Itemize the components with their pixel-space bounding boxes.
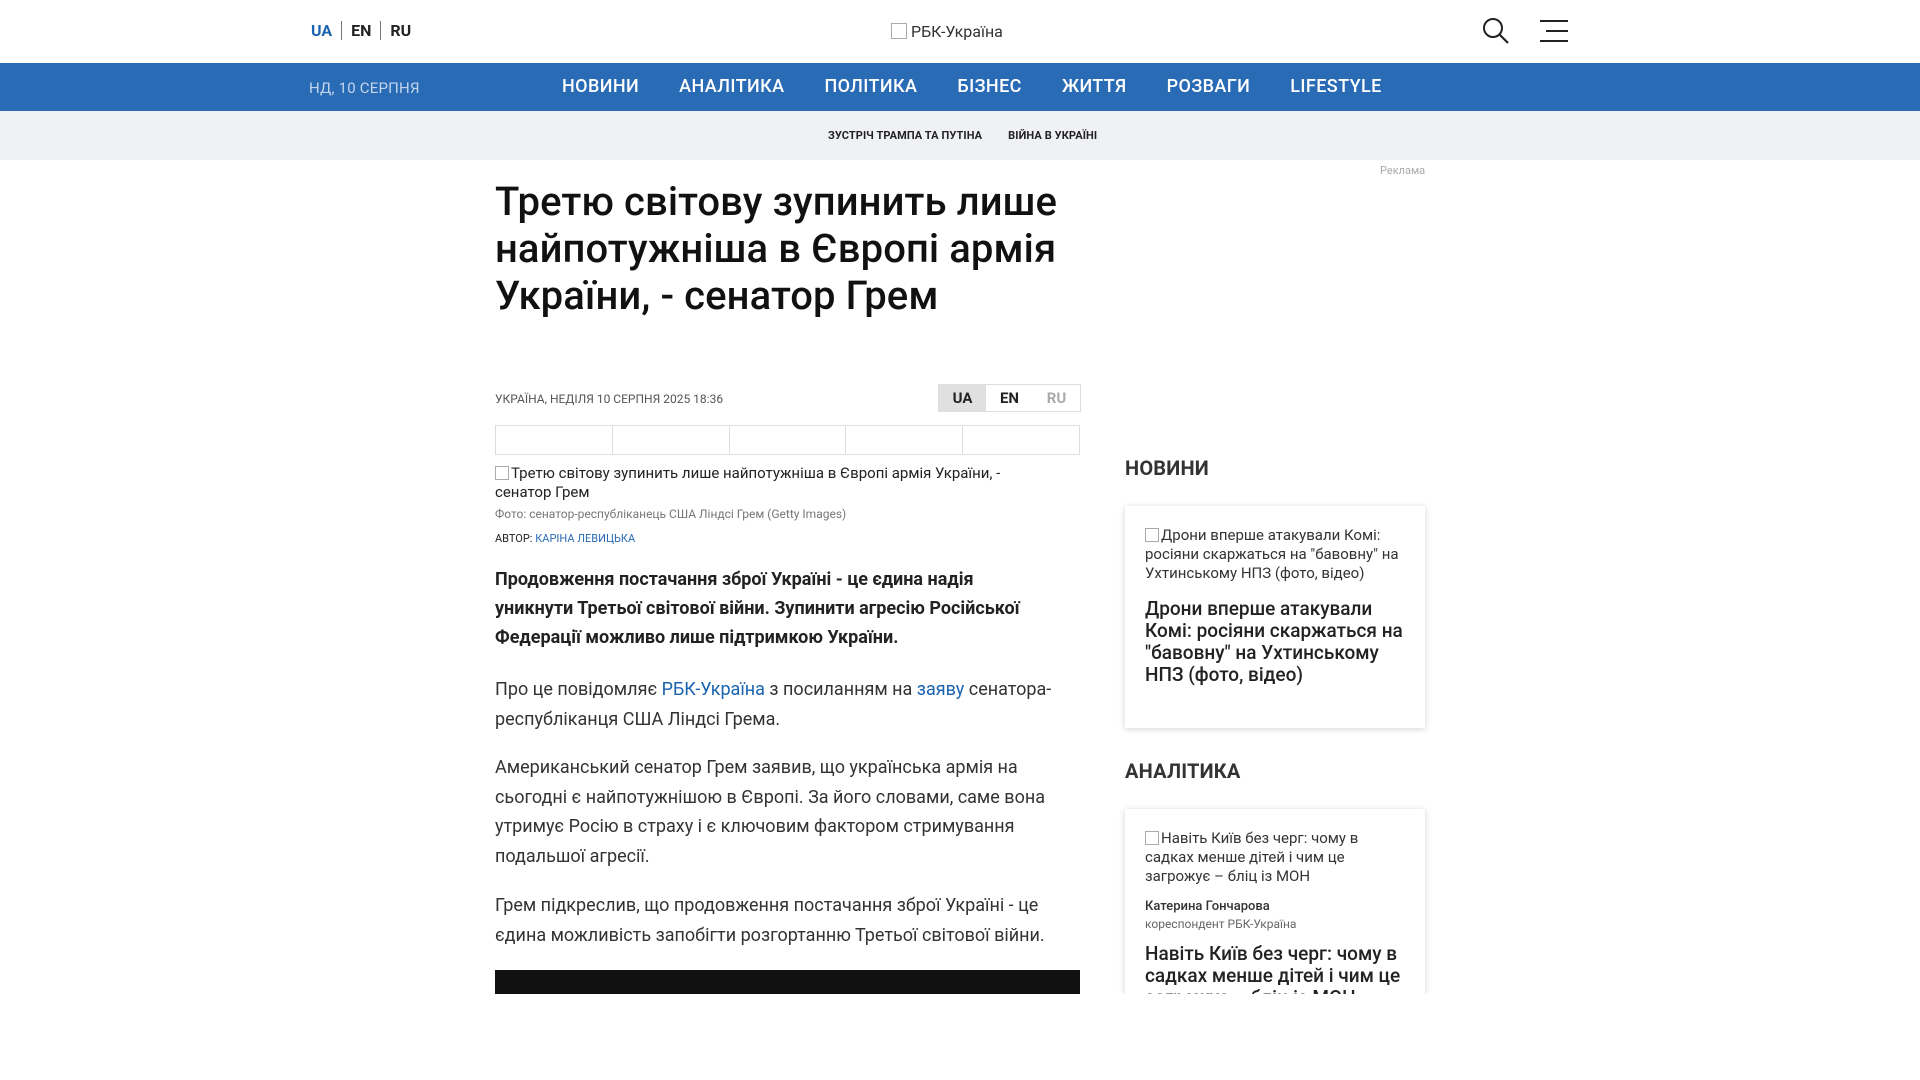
- share-button[interactable]: [846, 426, 963, 454]
- article-paragraph: [495, 675, 1085, 734]
- nav-item-lifestyle[interactable]: LIFESTYLE: [1290, 76, 1382, 97]
- news-card[interactable]: [1125, 506, 1425, 728]
- nav-item-entertainment[interactable]: РОЗВАГИ: [1166, 76, 1251, 97]
- topic-link-trump-putin[interactable]: ЗУСТРІЧ ТРАМПА ТА ПУТІНА: [828, 129, 983, 142]
- topic-links: [828, 129, 1097, 142]
- article-paragraph: Грем підкреслив, що продовження постачання зброї Україні - це єдина можливість запобігти розгортанню Третьої світової війни.: [495, 895, 1045, 946]
- share-button[interactable]: [496, 426, 613, 454]
- article-lead: Продовження постачання зброї Україні - це єдина надія уникнути Третьої світової війни. Зупинити агресію Російської Федерації можливо лише підтримкою України.: [495, 569, 1020, 648]
- analytics-card-image: [1145, 829, 1410, 886]
- article-lang-ua[interactable]: UA: [939, 385, 986, 411]
- article-language-switch: [938, 384, 1081, 412]
- language-selector: [311, 21, 411, 40]
- sidebar-analytics-title[interactable]: АНАЛІТИКА: [1125, 759, 1241, 783]
- nav-item-politics[interactable]: ПОЛІТИКА: [824, 76, 918, 97]
- article-lang-ru[interactable]: RU: [1046, 389, 1067, 407]
- top-bar: [0, 0, 1920, 63]
- analytics-card-headline[interactable]: Навіть Київ без черг: чому в садках менше дітей і чим це: [1145, 942, 1401, 987]
- current-date: НД, 10 СЕРПНЯ: [309, 79, 420, 97]
- author-link[interactable]: КАРІНА ЛЕВИЦЬКА: [535, 532, 636, 545]
- video-embed[interactable]: [495, 970, 1080, 994]
- nav-item-business[interactable]: БІЗНЕС: [957, 76, 1022, 97]
- analytics-card-author[interactable]: Катерина Гончарова: [1145, 899, 1270, 914]
- article-title: Третю світову зупинить лише найпотужніша в Європі армія України, - сенатор Грем: [495, 178, 1058, 319]
- sidebar-news-title[interactable]: НОВИНИ: [1125, 456, 1209, 480]
- text-run: сенатора-республіканця США Ліндсі Грема.: [495, 679, 1052, 730]
- text-run: з посиланням на: [764, 679, 917, 700]
- author-label: АВТОР:: [495, 532, 536, 545]
- topics-strip: [0, 111, 1920, 160]
- analytics-card-image-alt: Навіть Київ без черг: чому в садках менше дітей і чим це загрожує – бліц із МОН: [1145, 829, 1359, 885]
- nav-item-life[interactable]: ЖИТТЯ: [1061, 76, 1127, 97]
- share-button[interactable]: [963, 426, 1079, 454]
- image-caption: Фото: сенатор-республіканець США Ліндсі Грем (Getty Images): [495, 507, 847, 521]
- site-logo[interactable]: [891, 22, 1003, 41]
- viewport-bottom: [0, 994, 1920, 1080]
- lang-ua-link[interactable]: UA: [311, 21, 333, 40]
- share-button[interactable]: [613, 426, 730, 454]
- broken-image-icon: [495, 466, 509, 480]
- divider: [341, 21, 342, 40]
- article-meta: УКРАЇНА, НЕДІЛЯ 10 СЕРПНЯ 2025 18:36: [495, 392, 724, 406]
- article-image-alt: Третю світову зупинить лише найпотужніша в Європі армія України, - сенатор Грем: [495, 464, 1001, 501]
- share-button[interactable]: [730, 426, 847, 454]
- news-card-image: [1145, 526, 1410, 583]
- analytics-card-author-role: кореспондент РБК-Україна: [1145, 917, 1297, 931]
- hamburger-menu-icon[interactable]: [1540, 19, 1568, 43]
- main-nav: [0, 63, 1920, 111]
- share-buttons: [495, 425, 1080, 455]
- lang-en-link[interactable]: EN: [351, 21, 372, 40]
- logo-alt-text: РБК-Україна: [911, 22, 1003, 41]
- statement-link[interactable]: заяву: [916, 679, 965, 700]
- nav-item-analytics[interactable]: АНАЛІТИКА: [679, 76, 785, 97]
- nav-item-news[interactable]: НОВИНИ: [562, 76, 640, 97]
- topic-link-war[interactable]: ВІЙНА В УКРАЇНІ: [1008, 129, 1098, 142]
- article-image: [495, 464, 1055, 502]
- broken-image-icon: [1145, 528, 1159, 542]
- article-lang-en[interactable]: EN: [999, 389, 1020, 407]
- article-paragraph: Американський сенатор Грем заявив, що українська армія на сьогодні є найпотужнішою в Європі. За його словами, саме вона утримує Росію в страху і є ключовим фактором стримування подальшої агресії.: [495, 757, 1046, 867]
- broken-image-icon: [891, 23, 907, 39]
- nav-items: [562, 76, 1422, 97]
- ad-label: Реклама: [1380, 164, 1426, 177]
- analytics-card[interactable]: [1125, 809, 1425, 994]
- lang-ru-link[interactable]: RU: [390, 21, 412, 40]
- broken-image-icon: [1145, 831, 1159, 845]
- source-link[interactable]: РБК-Україна: [661, 679, 765, 700]
- text-run: Про це повідомляє: [495, 679, 662, 700]
- search-icon[interactable]: [1482, 17, 1510, 45]
- article-author: [495, 532, 635, 545]
- news-card-image-alt: Дрони вперше атакували Комі: росіяни скаржаться на "бавовну" на Ухтинському НПЗ (фото, відео): [1145, 526, 1399, 582]
- divider: [380, 21, 381, 40]
- news-card-headline[interactable]: Дрони вперше атакували Комі: росіяни скаржаться на "бавовну" на Ухтинському НПЗ (фото, відео): [1145, 597, 1403, 686]
